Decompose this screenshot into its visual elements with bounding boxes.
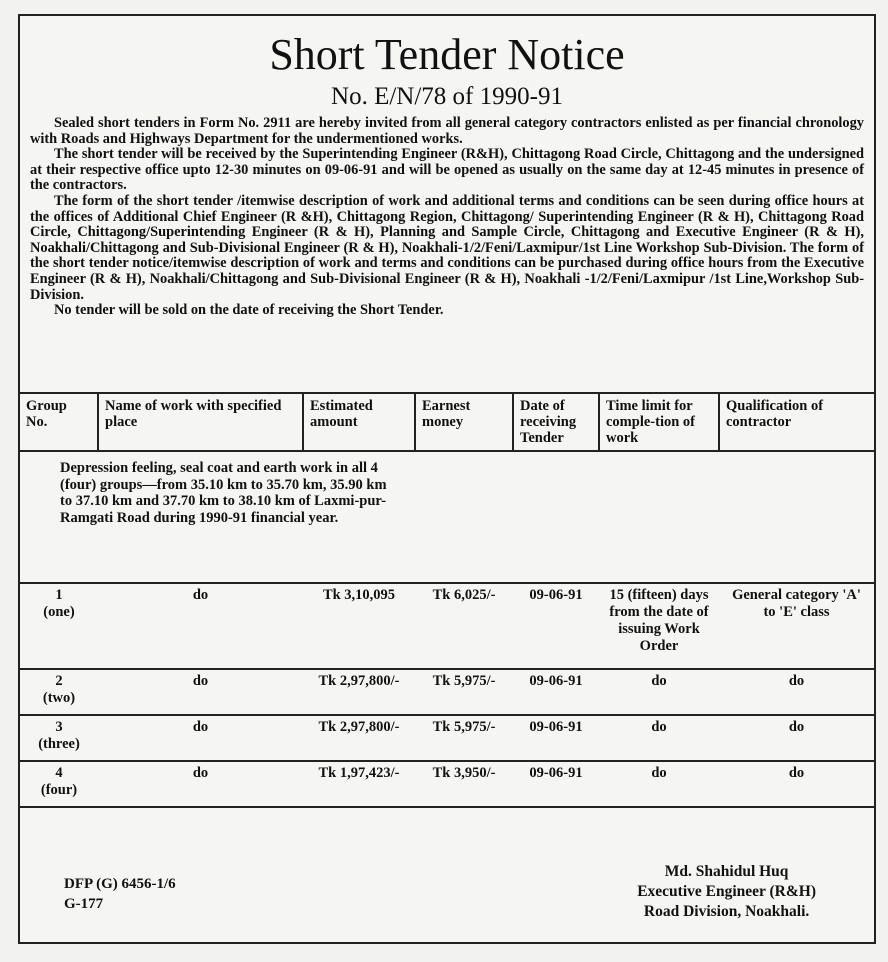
header-earnest: Earnest money (415, 393, 513, 451)
qualification: General category 'A' to 'E' class (719, 583, 874, 669)
header-time: Time limit for comple-tion of work (599, 393, 719, 451)
time-limit: 15 (fifteen) days from the date of issuing Work Order (599, 583, 719, 669)
qualification: do (719, 761, 874, 807)
estimated-amount: Tk 1,97,423/- (303, 761, 415, 807)
signatory-title: Executive Engineer (R&H) (637, 883, 816, 900)
reference-block (64, 874, 176, 914)
header-group: Group No. (20, 393, 98, 451)
table-row (20, 715, 874, 761)
work-description-row (20, 451, 874, 583)
qualification: do (719, 715, 874, 761)
group-number: 3 (55, 719, 63, 735)
header-name: Name of work with specified place (98, 393, 303, 451)
work-name: do (98, 583, 303, 669)
notice-footer (20, 848, 874, 942)
estimated-amount: Tk 2,97,800/- (303, 669, 415, 715)
group-word: (two) (42, 690, 76, 706)
group-word: (four) (40, 782, 78, 798)
dfp-reference: DFP (G) 6456-1/6 (64, 876, 176, 892)
table-row (20, 583, 874, 669)
receiving-date: 09-06-91 (513, 715, 599, 761)
work-description: Depression feeling, seal coat and earth work in all 4 (four) groups—from 35.10 km to 35.70 km, 35.90 km to 37.10 km and 37.70 km to 38.10 km of Laxmi-pur-Ramgati Road during 1990-91 financial year. (20, 451, 415, 583)
work-name: do (98, 761, 303, 807)
receiving-date: 09-06-91 (513, 761, 599, 807)
header-estimated: Estimated amount (303, 393, 415, 451)
earnest-money: Tk 5,975/- (415, 669, 513, 715)
notice-paragraph: The form of the short tender /itemwise description of work and additional terms and conditions can be seen during office hours at the offices of Additional Chief Engineer (R &H), Chittagong Region, Chittagong/ Superintending Engineer (R & H), Chittagong Road Circle, Chittagong/Superintending Engineer (R & H), Planning and Sample Circle, Chittagong and Executive Engineer (R & H), Noakhali/Chittagong and Sub-Divisional Engineer (R & H), Noakhali-1/2/Feni/Laxmipur/1st Line Workshop Sub-Division. The form of the short tender notice/itemwise description of work and terms and conditions can be purchased during office hours from the Executive Engineer (R & H), Noakhali/Chittagong and Sub-Divisional Engineer (R & H), Noakhali -1/2/Feni/Laxmipur /1st Line,Workshop Sub-Division. (30, 192, 864, 303)
notice-body (30, 116, 864, 319)
signatory-name: Md. Shahidul Huq (664, 863, 789, 880)
group-word: (one) (43, 604, 75, 620)
notice-title: Short Tender Notice (269, 30, 625, 79)
time-limit: do (599, 761, 719, 807)
notice-paragraph: Sealed short tenders in Form No. 2911 are hereby invited from all general category contractors enlisted as per financial chronology with Roads and Highways Department for the undermentioned works. (30, 115, 864, 147)
earnest-money: Tk 5,975/- (415, 715, 513, 761)
earnest-money: Tk 6,025/- (415, 583, 513, 669)
notice-paragraph: The short tender will be received by the Superintending Engineer (R&H), Chittagong Road Circle, Chittagong and the undersigned at their respective office upto 12-30 minutes on 09-06-91 and will be opened as usually on the same day at 12-45 minutes in presence of the contractors. (30, 146, 864, 194)
time-limit: do (599, 715, 719, 761)
g-reference: G-177 (64, 896, 104, 912)
group-word: (three) (38, 736, 80, 752)
signatory-block (637, 862, 816, 922)
receiving-date: 09-06-91 (513, 669, 599, 715)
time-limit: do (599, 669, 719, 715)
receiving-date: 09-06-91 (513, 583, 599, 669)
earnest-money: Tk 3,950/- (415, 761, 513, 807)
group-number: 4 (55, 765, 63, 781)
group-number: 1 (55, 587, 63, 603)
notice-number: No. E/N/78 of 1990-91 (331, 83, 563, 110)
header-qualification: Qualification of contractor (719, 393, 874, 451)
tender-notice (18, 14, 876, 944)
group-number: 2 (55, 673, 63, 689)
work-name: do (98, 715, 303, 761)
notice-paragraph: No tender will be sold on the date of receiving the Short Tender. (54, 302, 444, 319)
qualification: do (719, 669, 874, 715)
estimated-amount: Tk 2,97,800/- (303, 715, 415, 761)
tender-table (20, 392, 874, 808)
estimated-amount: Tk 3,10,095 (303, 583, 415, 669)
signatory-office: Road Division, Noakhali. (643, 903, 810, 920)
table-header-row (20, 393, 874, 451)
header-date: Date of receiving Tender (513, 393, 599, 451)
work-name: do (98, 669, 303, 715)
table-row (20, 761, 874, 807)
table-row (20, 669, 874, 715)
